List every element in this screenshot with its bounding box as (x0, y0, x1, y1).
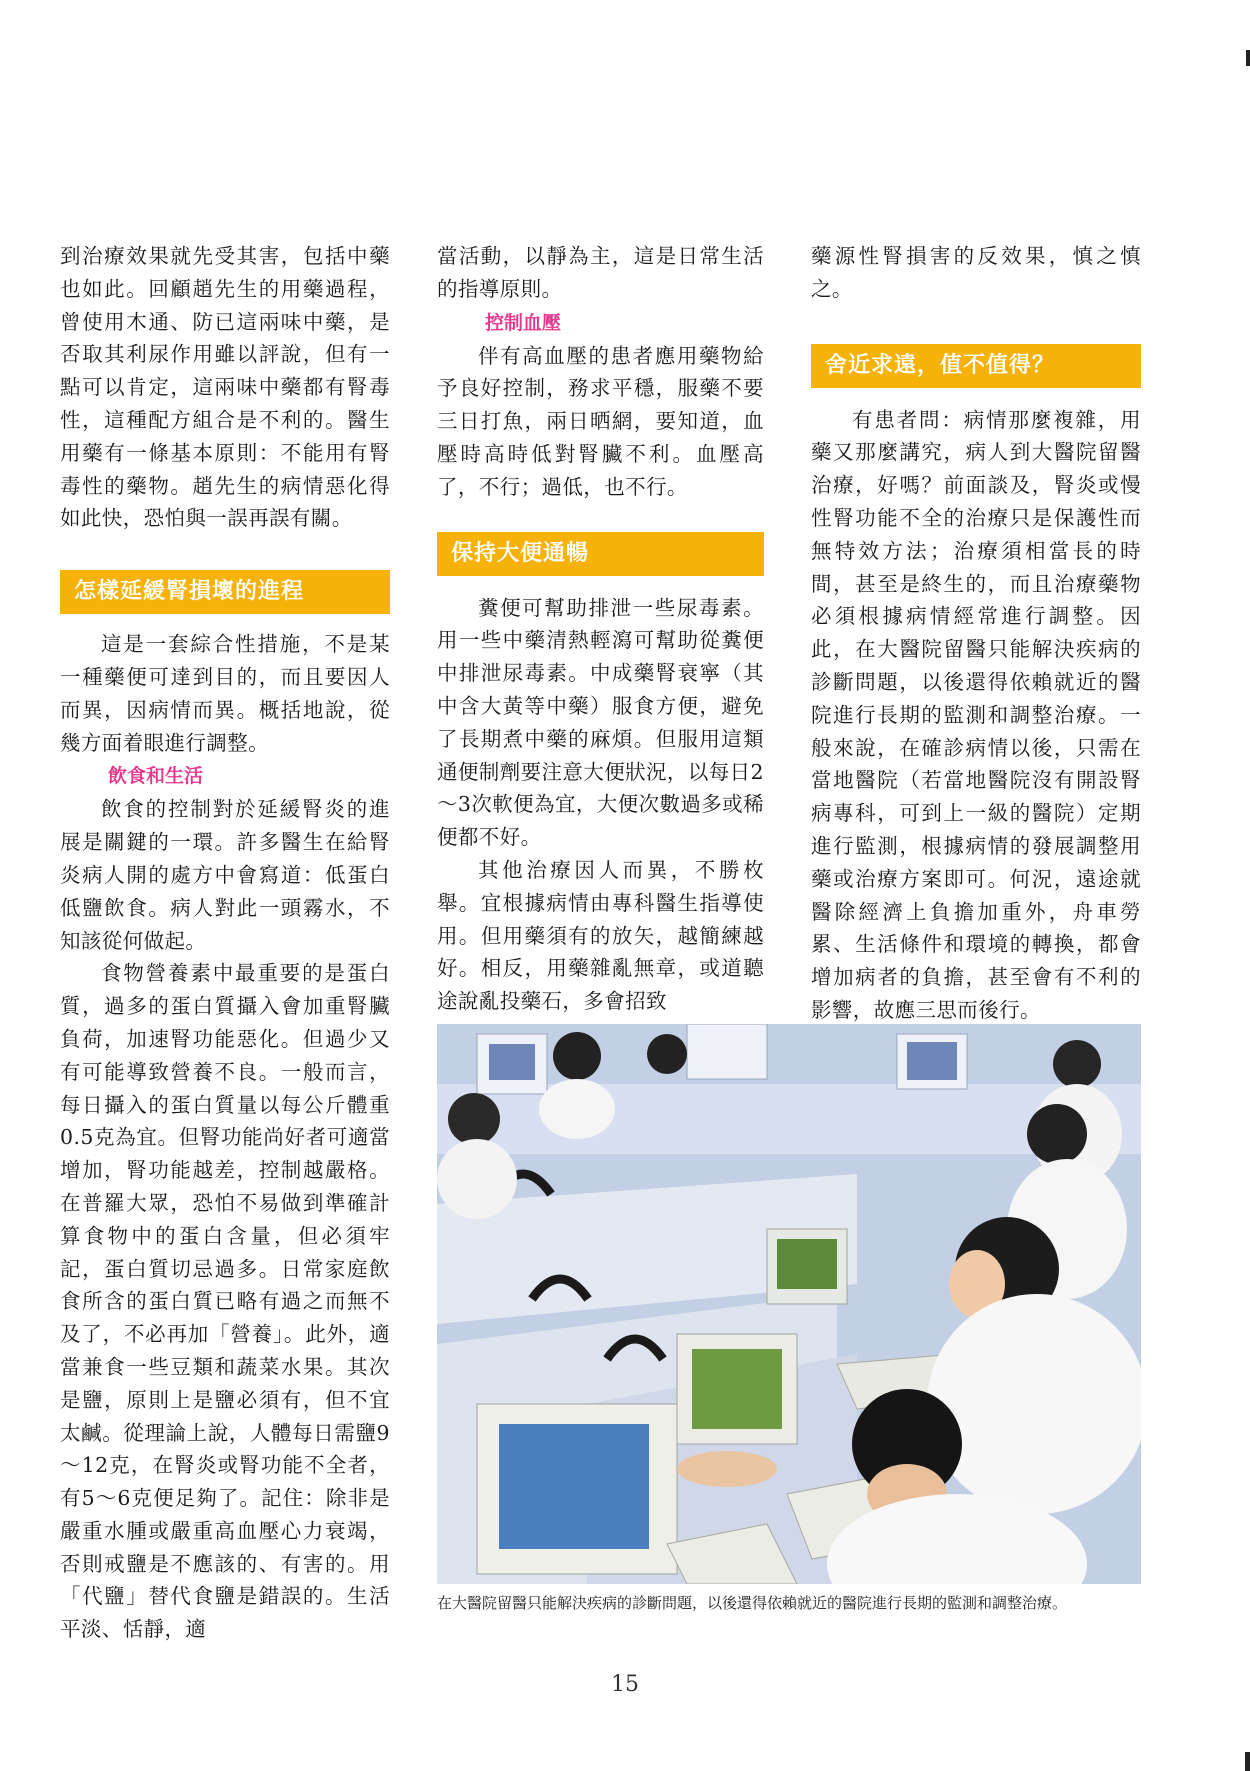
section-banner-bowel-movement: 保持大便通暢 (437, 532, 764, 576)
photo-caption: 在大醫院留醫只能解決疾病的診斷問題，以後還得依賴就近的醫院進行長期的監測和調整治療。 (437, 1594, 1068, 1612)
photo-computer-lab (437, 1024, 1141, 1584)
paragraph: 到治療效果就先受其害，包括中藥也如此。回顧趙先生的用藥過程，曾使用木通、防已這兩味中藥，是否取其利尿作用雖以評說，但有一點可以肯定，這兩味中藥都有腎毒性，這種配方組合是不利的。醫生用藥有一條基本原則：不能用有腎毒性的藥物。趙先生的病情惡化得如此快，恐怕與一誤再誤有關。 (60, 244, 390, 531)
section-banner-slow-kidney-damage: 怎樣延緩腎損壞的進程 (60, 570, 390, 614)
section-banner-seek-far: 舍近求遠，值不值得？ (811, 344, 1141, 388)
paragraph: 其他治療因人而異，不勝枚舉。宜根據病情由專科醫生指導使用。但用藥須有的放矢，越簡練越好。相反，用藥雜亂無章，或道聽途說亂投藥石，多會招致 (437, 857, 764, 1014)
crop-mark (1245, 1752, 1250, 1771)
crop-mark (1246, 50, 1250, 66)
paragraph: 伴有高血壓的患者應用藥物給予良好控制，務求平穩，服藥不要三日打魚，兩日晒網，要知道，血壓時高時低對腎臟不利。血壓高了，不行；過低，也不行。 (437, 343, 764, 499)
paragraph: 有患者問：病情那麼複雜，用藥又那麼講究，病人到大醫院留醫治療，好嗎？前面談及，腎炎或慢性腎功能不全的治療只是保護性而無特效方法；治療須相當長的時間，甚至是終生的，而且治療藥物必須根據病情經常進行調整。因此，在大醫院留醫只能解決疾病的診斷問題，以後還得依賴就近的醫院進行長期的監測和調整治療。一般來說，在確診病情以後，只需在當地醫院（若當地醫院沒有開設腎病專科，可到上一級的醫院）定期進行監測，根據病情的發展調整用藥或治療方案即可。何況，遠途就醫除經濟上負擔加重外，舟車勞累、生活條件和環境的轉換，都會增加病者的負擔，甚至會有不利的影響，故應三思而後行。 (811, 407, 1141, 1022)
paragraph: 食物營養素中最重要的是蛋白質，過多的蛋白質攝入會加重腎臟負荷，加速腎功能惡化。但過少又有可能導致營養不良。一般而言，每日攝入的蛋白質量以每公斤體重0.5克為宜。但腎功能尚好者可適當增加，腎功能越差，控制越嚴格。在普羅大眾，恐怕不易做到準確計算食物中的蛋白含量，但必須牢記，蛋白質切忌過多。日常家庭飲食所含的蛋白質已略有過之而無不及了，不必再加「營養」。此外，適當兼食一些豆類和蔬菜水果。其次是鹽，原則上是鹽必須有，但不宜太鹹。從理論上說，人體每日需鹽9～12克，在腎炎或腎功能不全者，有5～6克便足夠了。記住：除非是嚴重水腫或嚴重高血壓心力衰竭，否則戒鹽是不應該的、有害的。用「代鹽」替代食鹽是錯誤的。生活平淡、恬靜，適 (60, 961, 390, 1642)
column-3 (811, 240, 1141, 1027)
page-number: 15 (611, 1672, 639, 1697)
subheading-control-blood-pressure: 控制血壓 (485, 311, 562, 334)
column-1 (60, 240, 390, 1646)
photo-illustration (437, 1024, 1141, 1584)
paragraph: 當活動，以靜為主，這是日常生活的指導原則。 (437, 244, 764, 301)
paragraph: 飲食的控制對於延緩腎炎的進展是關鍵的一環。許多醫生在給腎炎病人開的處方中會寫道：低蛋白低鹽飲食。病人對此一頭霧水，不知該從何做起。 (60, 797, 390, 953)
paragraph: 這是一套綜合性措施，不是某一種藥便可達到目的，而且要因人而異，因病情而異。概括地說，從幾方面着眼進行調整。 (60, 632, 390, 755)
subheading-diet-and-life: 飲食和生活 (108, 765, 204, 788)
paragraph: 糞便可幫助排泄一些尿毒素。用一些中藥清熱輕瀉可幫助從糞便中排泄尿毒素。中成藥腎衰寧（其中含大黃等中藥）服食方便，避免了長期煮中藥的麻煩。但服用這類通便制劑要注意大便狀況，以每日2～3次軟便為宜，大便次數過多或稀便都不好。 (437, 595, 764, 850)
column-2 (437, 240, 764, 1018)
paragraph: 藥源性腎損害的反效果，慎之慎之。 (811, 244, 1141, 301)
